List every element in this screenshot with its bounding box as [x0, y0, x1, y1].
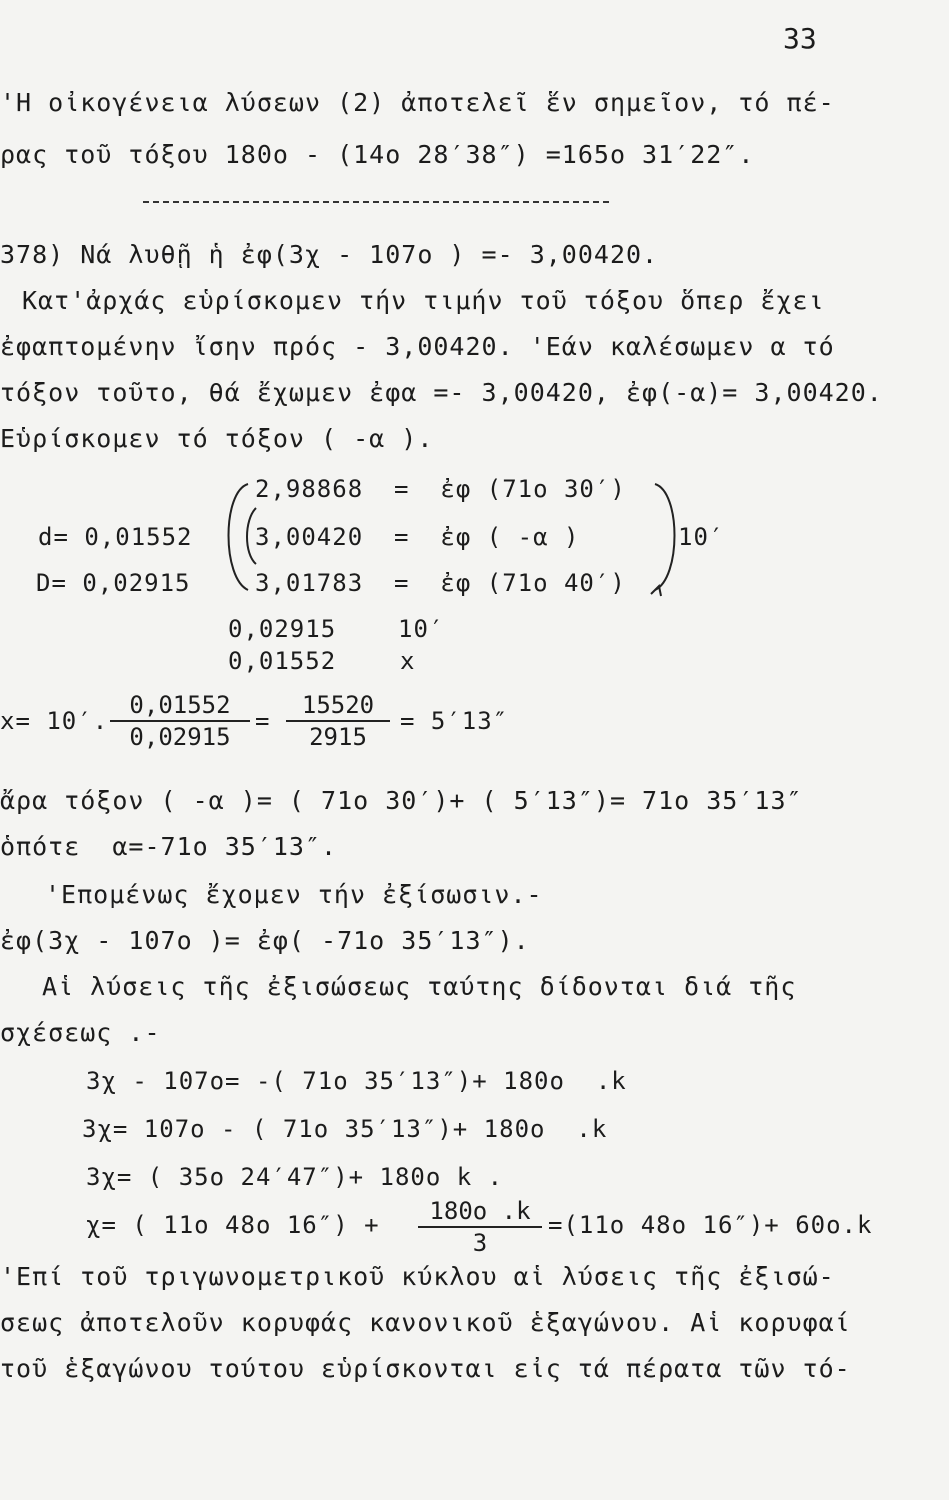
- x-result: = 5′13″: [400, 707, 509, 735]
- fraction-1: [110, 690, 250, 752]
- d-label: d= 0,01552: [38, 523, 193, 551]
- text-line-4: Κατ'ἀρχάς εὑρίσκομεν τήν τιμήν τοῦ τόξου ὅπερ ἔχει: [22, 286, 825, 315]
- proportion-2a: 0,01552: [228, 647, 337, 675]
- text-line-9: ὁπότε α=-71ο 35′13″.: [0, 832, 338, 861]
- table-row-2: 3,00420 = ἐφ ( -α ): [255, 523, 580, 551]
- text-line-8: ἄρα τόξον ( -α )= ( 71ο 30′)+ ( 5′13″)= 71ο 35′13″: [0, 786, 803, 815]
- fraction-2: [286, 690, 390, 752]
- fraction-2-numerator: 15520: [286, 690, 390, 722]
- text-line-15: σεως ἀποτελοῦν κορυφάς κανονικοῦ ἑξαγώνου. Αἱ κορυφαί: [0, 1308, 851, 1337]
- fraction-1-denominator: 0,02915: [129, 723, 231, 751]
- text-line-5: ἐφαπτομένην ἴσην πρός - 3,00420. 'Εάν καλέσωμεν α τό: [0, 332, 835, 361]
- section-divider: [143, 201, 609, 203]
- fraction-2-denominator: 2915: [309, 723, 367, 751]
- equation-4-start: χ= ( 11ο 48ο 16″) +: [86, 1211, 380, 1239]
- left-brackets-icon: [200, 478, 260, 598]
- text-line-12: Αἱ λύσεις τῆς ἐξισώσεως ταύτης δίδονται διά τῆς: [42, 972, 797, 1001]
- text-line-6: τόξον τοῦτο, θά ἔχωμεν ἐφα =- 3,00420, ἐφ(-α)= 3,00420.: [0, 378, 883, 407]
- fraction-1-numerator: 0,01552: [110, 690, 250, 722]
- proportion-1a: 0,02915: [228, 615, 337, 643]
- equation-3: 3χ= ( 35ο 24′47″)+ 180ο k .: [86, 1163, 504, 1191]
- equals-sign: =: [255, 707, 271, 735]
- D-label: D= 0,02915: [36, 569, 191, 597]
- table-row-3: 3,01783 = ἐφ (71ο 40′): [255, 569, 626, 597]
- text-line-14: 'Επί τοῦ τριγωνομετρικοῦ κύκλου αἱ λύσεις τῆς ἐξισώ-: [0, 1262, 835, 1291]
- text-line-10: 'Επομένως ἔχομεν τήν ἐξίσωσιν.-: [45, 880, 543, 909]
- table-diff-right: 10′: [678, 523, 725, 551]
- equation-2: 3χ= 107ο - ( 71ο 35′13″)+ 180ο .k: [82, 1115, 608, 1143]
- fraction-3-denominator: 3: [472, 1229, 488, 1257]
- text-line-13: σχέσεως .-: [0, 1018, 161, 1047]
- text-line-11: ἐφ(3χ - 107ο )= ἐφ( -71ο 35′13″).: [0, 926, 530, 955]
- text-line-7: Εὑρίσκομεν τό τόξον ( -α ).: [0, 424, 434, 453]
- proportion-2b: x: [400, 647, 416, 675]
- fraction-3: [418, 1196, 542, 1258]
- text-line-1: 'Η οἰκογένεια λύσεων (2) ἀποτελεῖ ἕν σημεῖον, τό πέ-: [0, 88, 835, 117]
- x-lhs: x= 10′.: [0, 707, 109, 735]
- problem-statement: 378) Νά λυθῇ ἡ ἐφ(3χ - 107ο ) =- 3,00420.: [0, 240, 659, 269]
- proportion-1b: 10′: [398, 615, 445, 643]
- table-row-1: 2,98868 = ἐφ (71ο 30′): [255, 475, 626, 503]
- text-line-2: ρας τοῦ τόξου 180ο - (14ο 28′38″) =165ο 31′22″.: [0, 140, 755, 169]
- equation-4-end: =(11ο 48ο 16″)+ 60ο.k: [548, 1211, 873, 1239]
- text-line-16: τοῦ ἑξαγώνου τούτου εὑρίσκονται εἰς τά πέρατα τῶν τό-: [0, 1354, 851, 1383]
- page-number: 33: [783, 22, 817, 55]
- equation-1: 3χ - 107ο= -( 71ο 35′13″)+ 180ο .k: [86, 1067, 627, 1095]
- fraction-3-numerator: 180ο .k: [418, 1196, 542, 1228]
- right-bracket-icon: [645, 478, 685, 598]
